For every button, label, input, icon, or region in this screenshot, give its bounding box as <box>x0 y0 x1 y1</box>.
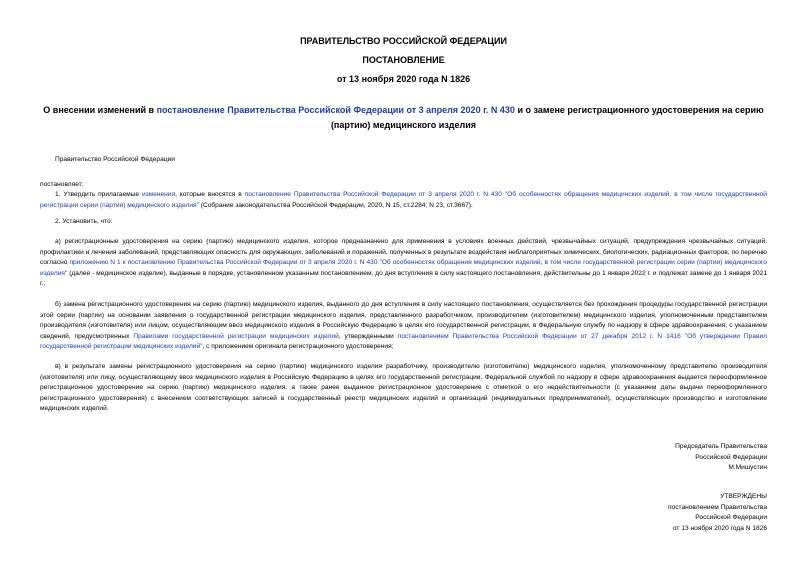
appendix-1-link[interactable]: приложению N 1 к постановлению Правительства Российской Федерации от 3 апреля 2020 г. N 430 "Об особенностях обращения медицинских изделий, в том числе государственной регистрации серии (партии) медицинского изделия" <box>40 259 767 277</box>
item-2-text: 2. Установить, что: <box>55 218 113 225</box>
item-b-text-2: , утвержденными <box>338 332 398 340</box>
decides-text: постановляет: <box>40 181 84 188</box>
signature-name: М.Мишустин <box>728 464 767 471</box>
doc-date-number: от 13 ноября 2020 года N 1826 <box>336 74 471 84</box>
item-1-text-1: 1. Утвердить прилагаемые <box>55 191 142 198</box>
signature-country: Российской Федерации <box>695 453 767 461</box>
title-text-1: О внесении изменений в <box>43 105 157 115</box>
approval-country: Российской Федерации <box>695 514 767 521</box>
item-1-paragraph <box>40 190 767 211</box>
registration-rules-link[interactable]: Правилами государственной регистрации медицинских изделий <box>133 332 339 340</box>
item-b-text-3: , с приложением оригинала регистрационного удостоверения; <box>202 343 394 350</box>
title-text-2: и о замене регистрационного удостоверения на серию (партию) медицинского изделия <box>330 105 764 130</box>
approval-title: УТВЕРЖДЕНЫ <box>720 493 767 500</box>
item-v-paragraph: в) в результате замены регистрационного удостоверения на серию (партию) медицинского изделия разработчику, производителю (изготовителю) медицинского изделия, уполномоченному представителю производителя (изготовителя) или лицу, осуществляющему ввоз медицинского изделия в Российскую Федерацию в целях его государственной регистрации, Федеральной службой по надзору в сфере здравоохранения выдается переоформленное регистрационное удостоверение на серию (партию) медицинского изделия, а также ранее выданное регистрационное удостоверение с отметкой о его недействительности (с указанием даты выдачи переоформленного регистрационного удостоверения) с внесением соответствующих записей в государственный реестр медицинских изделий и организаций (индивидуальных предпринимателей), осуществляющих производство и изготовление медицинских изделий. <box>40 363 767 412</box>
decree-430-link[interactable]: постановление Правительства Российской Федерации от 3 апреля 2020 г. N 430 "Об особенностях обращения медицинских изделий, в том числе государственной регистрации серии (партии) медицинского изделия" <box>40 191 767 209</box>
doc-type-heading: ПОСТАНОВЛЕНИЕ <box>362 55 445 65</box>
document-title <box>40 103 767 133</box>
signature-position: Председатель Правительства <box>675 443 767 450</box>
item-1-text-2: , которые вносятся в <box>175 191 245 198</box>
intro-text: Правительство Российской Федерации <box>55 156 175 163</box>
decree-1416-link[interactable]: постановлением Правительства Российской Федерации от 27 декабря 2012 г. N 1416 "Об утверждении Правил государственной регистрации медицинских изделий" <box>40 332 767 350</box>
signature-block <box>675 442 767 474</box>
title-decree-link[interactable]: постановление Правительства Российской Федерации от 3 апреля 2020 г. N 430 <box>156 105 515 115</box>
item-a-text-2: (далее - медицинское изделие), выданные в порядке, установленном указанным постановлением, до дня вступления в силу настоящего постановления, действительны до 1 января 2022 г. и подлежат замене до 1 января 2021 г.; <box>40 269 767 287</box>
government-heading: ПРАВИТЕЛЬСТВО РОССИЙСКОЙ ФЕДЕРАЦИИ <box>300 36 507 46</box>
item-b-text-1: б) замена регистрационного удостоверения на серию (партию) медицинского изделия, выданного до дня вступления в силу настоящего постановления, осуществляется без прохождения процедуры государственной регистрации этой серии (партии) на основании заявления о государственной регистрации медицинского изделия, представленного разработчиком, производителем (изготовителем) медицинского изделия, уполномоченным представителем производителя (изготовителя) или лицом, осуществляющим ввоз медицинского изделия в Российскую Федерацию в целях его государственной регистрации, в Федеральную службу по надзору в сфере здравоохранения, с указанием сведений, предусмотренных <box>40 301 767 340</box>
item-1-text-3: (Собрание законодательства Российской Федерации, 2020, N 15, ст.2284; N 23, ст.3667). <box>198 201 473 209</box>
item-a-text-1: а) регистрационные удостоверения на серию (партию) медицинского изделия, которое предназначено для применения в условиях военных действий, чрезвычайных ситуаций, предупреждения чрезвычайных ситуаций, профилактики и лечения заболеваний, представляющих опасность для окружающих, заболеваний и поражений, полученных в результате воздействия неблагоприятных химических, биологических, радиационных факторов, по перечню согласно <box>40 238 767 266</box>
item-a-paragraph <box>40 237 767 290</box>
approval-date: от 13 ноября 2020 года N 1826 <box>672 524 767 532</box>
approval-block <box>668 492 767 534</box>
changes-link[interactable]: изменения <box>141 191 176 198</box>
item-b-paragraph <box>40 300 767 353</box>
approval-by: постановлением Правительства <box>667 503 767 511</box>
